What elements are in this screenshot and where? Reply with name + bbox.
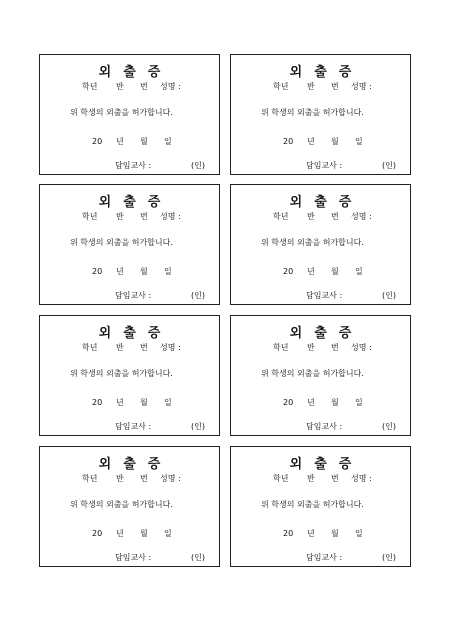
pass-title: 외출증	[98, 457, 173, 472]
year-prefix: 20	[92, 398, 103, 407]
year-label: 년	[307, 398, 315, 407]
year-prefix: 20	[283, 398, 294, 407]
day-label: 일	[355, 267, 363, 276]
date-line	[283, 398, 363, 408]
year-prefix: 20	[283, 529, 294, 538]
seal-mark: (인)	[191, 553, 205, 562]
class-label: 반	[307, 474, 315, 483]
seal-mark: (인)	[191, 161, 205, 170]
year-prefix: 20	[92, 267, 103, 276]
outing-pass-card	[230, 446, 411, 567]
number-label: 번	[140, 474, 148, 483]
pass-title: 외출증	[289, 195, 364, 210]
homeroom-teacher-label: 담임교사 :	[306, 553, 343, 562]
year-prefix: 20	[92, 137, 103, 146]
date-line	[283, 137, 363, 147]
pass-title: 외출증	[98, 195, 173, 210]
seal-mark: (인)	[191, 422, 205, 431]
number-label: 번	[331, 343, 339, 352]
homeroom-teacher-label: 담임교사 :	[115, 161, 152, 170]
student-info-line	[82, 82, 181, 92]
month-label: 월	[331, 398, 339, 407]
outing-pass-card	[39, 54, 220, 175]
permission-text: 위 학생의 외출을 허가합니다.	[261, 108, 364, 117]
date-line	[92, 529, 172, 539]
date-line	[92, 398, 172, 408]
pass-title: 외출증	[289, 457, 364, 472]
day-label: 일	[164, 267, 172, 276]
homeroom-teacher-label: 담임교사 :	[115, 422, 152, 431]
permission-text: 위 학생의 외출을 허가합니다.	[70, 238, 173, 247]
class-label: 반	[116, 474, 124, 483]
pass-title: 외출증	[98, 326, 173, 341]
grade-label: 학년	[273, 474, 289, 483]
seal-mark: (인)	[382, 553, 396, 562]
number-label: 번	[140, 212, 148, 221]
homeroom-teacher-label: 담임교사 :	[115, 291, 152, 300]
outing-pass-card	[230, 184, 411, 305]
permission-text: 위 학생의 외출을 허가합니다.	[70, 500, 173, 509]
homeroom-teacher-label: 담임교사 :	[306, 161, 343, 170]
pass-title: 외출증	[98, 65, 173, 80]
name-label: 성명 :	[160, 82, 181, 91]
permission-text: 위 학생의 외출을 허가합니다.	[70, 369, 173, 378]
name-label: 성명 :	[351, 212, 372, 221]
homeroom-teacher-label: 담임교사 :	[306, 291, 343, 300]
number-label: 번	[331, 82, 339, 91]
day-label: 일	[355, 398, 363, 407]
month-label: 월	[140, 267, 148, 276]
student-info-line	[273, 343, 372, 353]
seal-mark: (인)	[382, 422, 396, 431]
year-label: 년	[116, 529, 124, 538]
pass-title: 외출증	[289, 326, 364, 341]
year-label: 년	[116, 267, 124, 276]
date-line	[283, 529, 363, 539]
grade-label: 학년	[82, 82, 98, 91]
month-label: 월	[140, 398, 148, 407]
permission-text: 위 학생의 외출을 허가합니다.	[261, 500, 364, 509]
name-label: 성명 :	[351, 82, 372, 91]
class-label: 반	[116, 212, 124, 221]
month-label: 월	[331, 267, 339, 276]
seal-mark: (인)	[191, 291, 205, 300]
name-label: 성명 :	[351, 474, 372, 483]
day-label: 일	[355, 529, 363, 538]
year-label: 년	[307, 529, 315, 538]
date-line	[92, 137, 172, 147]
day-label: 일	[164, 398, 172, 407]
number-label: 번	[140, 343, 148, 352]
grade-label: 학년	[273, 82, 289, 91]
year-label: 년	[116, 398, 124, 407]
outing-pass-card	[39, 446, 220, 567]
year-label: 년	[307, 267, 315, 276]
year-prefix: 20	[283, 267, 294, 276]
homeroom-teacher-label: 담임교사 :	[306, 422, 343, 431]
name-label: 성명 :	[160, 474, 181, 483]
date-line	[283, 267, 363, 277]
name-label: 성명 :	[160, 343, 181, 352]
grade-label: 학년	[82, 474, 98, 483]
month-label: 월	[331, 529, 339, 538]
year-label: 년	[116, 137, 124, 146]
outing-pass-card	[39, 184, 220, 305]
number-label: 번	[331, 474, 339, 483]
name-label: 성명 :	[160, 212, 181, 221]
outing-pass-card	[230, 315, 411, 436]
class-label: 반	[116, 343, 124, 352]
grade-label: 학년	[273, 343, 289, 352]
permission-text: 위 학생의 외출을 허가합니다.	[70, 108, 173, 117]
number-label: 번	[331, 212, 339, 221]
date-line	[92, 267, 172, 277]
class-label: 반	[307, 343, 315, 352]
class-label: 반	[116, 82, 124, 91]
day-label: 일	[164, 529, 172, 538]
number-label: 번	[140, 82, 148, 91]
month-label: 월	[140, 137, 148, 146]
month-label: 월	[331, 137, 339, 146]
student-info-line	[82, 343, 181, 353]
permission-text: 위 학생의 외출을 허가합니다.	[261, 369, 364, 378]
day-label: 일	[164, 137, 172, 146]
seal-mark: (인)	[382, 161, 396, 170]
student-info-line	[82, 474, 181, 484]
name-label: 성명 :	[351, 343, 372, 352]
grade-label: 학년	[82, 212, 98, 221]
permission-text: 위 학생의 외출을 허가합니다.	[261, 238, 364, 247]
class-label: 반	[307, 82, 315, 91]
outing-pass-card	[39, 315, 220, 436]
class-label: 반	[307, 212, 315, 221]
student-info-line	[273, 212, 372, 222]
grade-label: 학년	[273, 212, 289, 221]
pass-title: 외출증	[289, 65, 364, 80]
year-prefix: 20	[283, 137, 294, 146]
homeroom-teacher-label: 담임교사 :	[115, 553, 152, 562]
day-label: 일	[355, 137, 363, 146]
student-info-line	[82, 212, 181, 222]
student-info-line	[273, 82, 372, 92]
grade-label: 학년	[82, 343, 98, 352]
student-info-line	[273, 474, 372, 484]
outing-pass-card	[230, 54, 411, 175]
seal-mark: (인)	[382, 291, 396, 300]
month-label: 월	[140, 529, 148, 538]
year-label: 년	[307, 137, 315, 146]
year-prefix: 20	[92, 529, 103, 538]
